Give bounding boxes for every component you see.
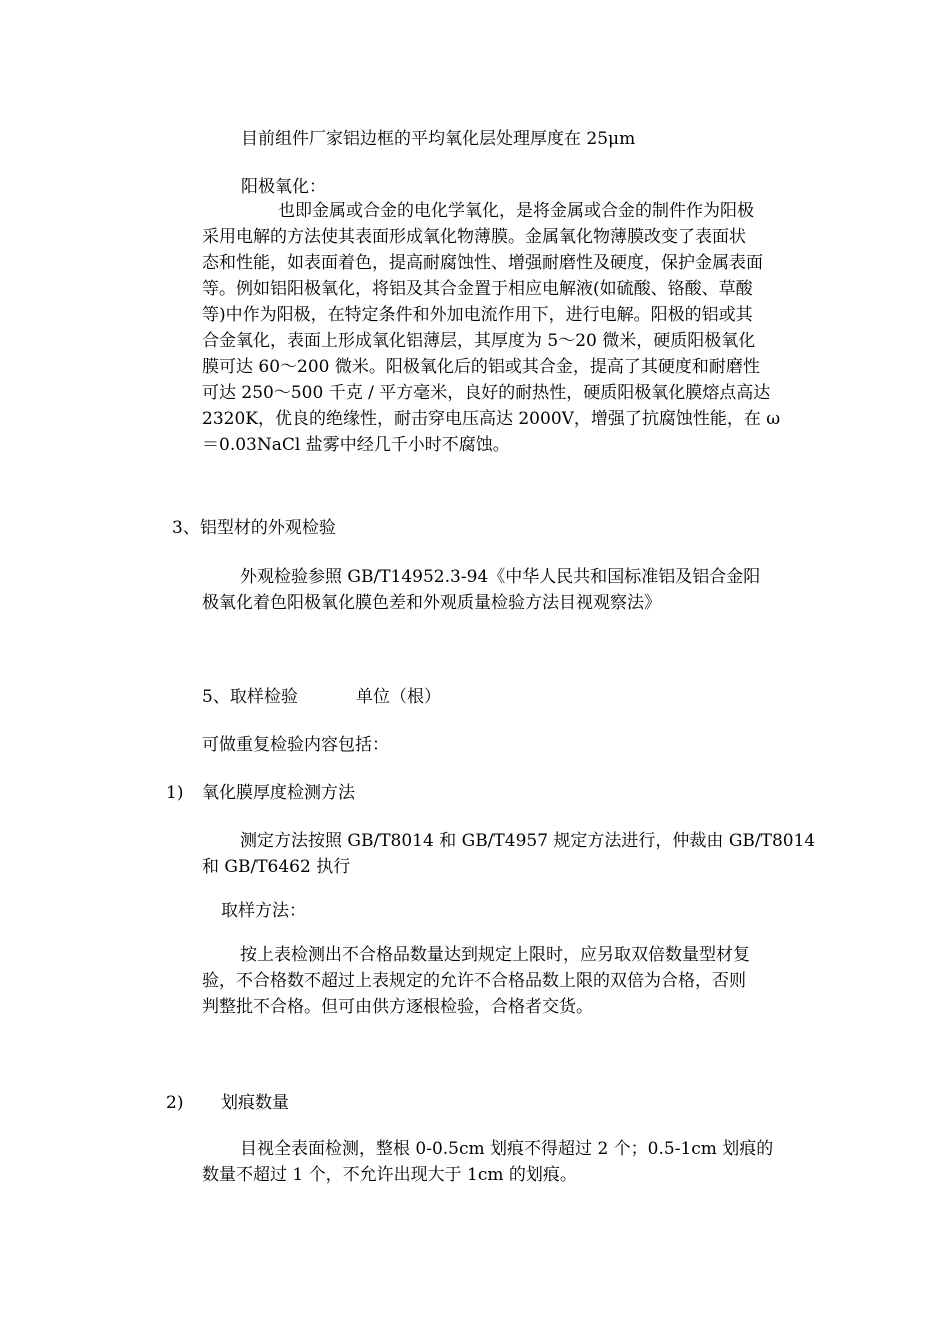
anodize-line-2: 采用电解的方法使其表面形成氧化物薄膜。金属氧化物薄膜改变了表面状 xyxy=(202,227,746,247)
item1-line-2: 和 GB/T6462 执行 xyxy=(202,857,351,877)
anodize-paragraph xyxy=(202,198,780,458)
item1-paragraph xyxy=(202,828,815,880)
item1-number: 1) xyxy=(166,783,184,803)
item2-title: 划痕数量 xyxy=(221,1093,289,1113)
section3-heading: 3、铝型材的外观检验 xyxy=(172,518,336,538)
sampling-line-1: 按上表检测出不合格品数量达到规定上限时，应另取双倍数量型材复 xyxy=(240,945,750,965)
item2-paragraph xyxy=(202,1136,773,1188)
anodize-heading: 阳极氧化： xyxy=(241,177,326,197)
repeat-intro: 可做重复检验内容包括： xyxy=(202,735,389,755)
anodize-line-5: 等)中作为阳极，在特定条件和外加电流作用下，进行电解。阳极的铝或其 xyxy=(202,305,753,325)
item2-number: 2) xyxy=(166,1093,184,1113)
item1-line-1: 测定方法按照 GB/T8014 和 GB/T4957 规定方法进行，仲裁由 GB/T8014 xyxy=(240,831,816,851)
anodize-line-6: 合金氧化，表面上形成氧化铝薄层，其厚度为 5～20 微米，硬质阳极氧化 xyxy=(202,331,756,351)
anodize-line-9: 2320K，优良的绝缘性，耐击穿电压高达 2000V，增强了抗腐蚀性能，在 ω xyxy=(202,409,781,429)
sampling-line-2: 验，不合格数不超过上表规定的允许不合格品数上限的双倍为合格，否则 xyxy=(202,971,746,991)
section3-paragraph xyxy=(202,564,760,616)
sampling-paragraph xyxy=(202,942,750,1020)
thickness-line: 目前组件厂家铝边框的平均氧化层处理厚度在 25μm xyxy=(241,129,636,149)
section3-line-2: 极氧化着色阳极氧化膜色差和外观质量检验方法目视观察法》 xyxy=(202,593,661,613)
anodize-line-3: 态和性能，如表面着色，提高耐腐蚀性、增强耐磨性及硬度，保护金属表面 xyxy=(202,253,763,273)
section3-line-1: 外观检验参照 GB/T14952.3-94《中华人民共和国标准铝及铝合金阳 xyxy=(240,567,761,587)
anodize-line-4: 等。例如铝阳极氧化，将铝及其合金置于相应电解液(如硫酸、铬酸、草酸 xyxy=(202,279,753,299)
section5-heading: 5、取样检验 xyxy=(202,687,298,707)
item2-line-1: 目视全表面检测，整根 0-0.5cm 划痕不得超过 2 个；0.5-1cm 划痕的 xyxy=(240,1139,774,1159)
sampling-heading: 取样方法： xyxy=(221,901,306,921)
anodize-line-1: 也即金属或合金的电化学氧化，是将金属或合金的制件作为阳极 xyxy=(278,201,754,221)
anodize-line-7: 膜可达 60～200 微米。阳极氧化后的铝或其合金，提高了其硬度和耐磨性 xyxy=(202,357,760,377)
section5-unit: 单位（根） xyxy=(356,687,441,707)
sampling-line-3: 判整批不合格。但可由供方逐根检验，合格者交货。 xyxy=(202,997,593,1017)
item2-line-2: 数量不超过 1 个，不允许出现大于 1cm 的划痕。 xyxy=(202,1165,577,1185)
anodize-line-8: 可达 250～500 千克 / 平方毫米，良好的耐热性，硬质阳极氧化膜熔点高达 xyxy=(202,383,771,403)
item1-title: 氧化膜厚度检测方法 xyxy=(202,783,355,803)
anodize-line-10: ＝0.03NaCl 盐雾中经几千小时不腐蚀。 xyxy=(202,435,510,455)
